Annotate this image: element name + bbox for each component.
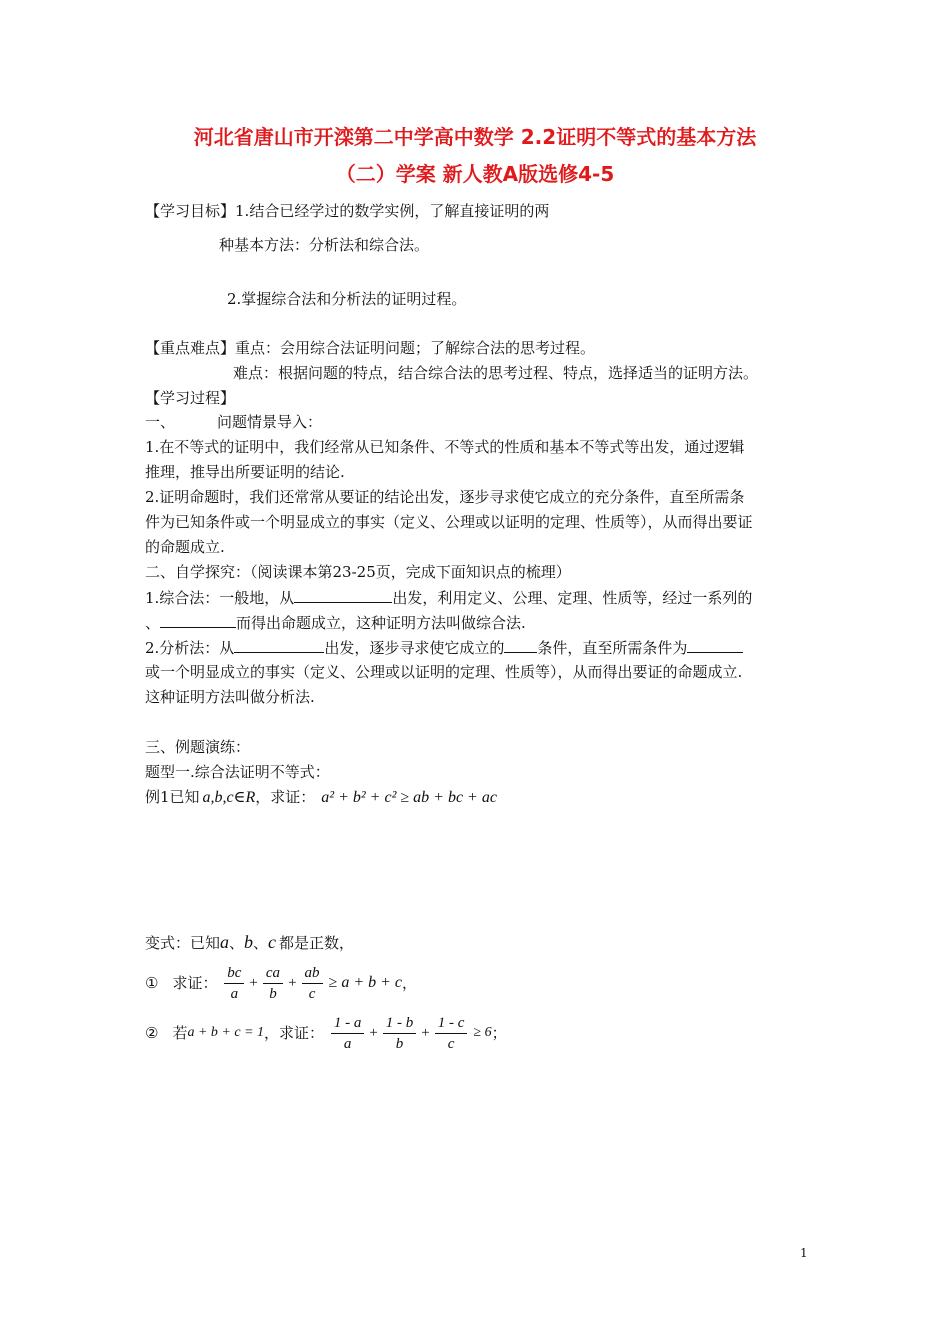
fill-blank-3[interactable] [234,637,324,653]
p2-line-c: 的命题成立. [145,538,225,556]
ex1-prefix: 例1已知 [145,788,200,806]
q1-num: ① [145,974,159,992]
q2-plus-2: + [421,1025,430,1041]
goals-item2: 2.掌握综合法和分析法的证明过程。 [227,290,467,308]
fill-blank-1[interactable] [294,587,392,603]
q1-frac-1-den: a [224,983,244,1004]
variant-prefix: 变式：已知 [145,934,221,952]
q2-label: ，求证： [264,1024,325,1042]
goals-item1a: 1.结合已经学过的数学实例，了解直接证明的两 [235,202,550,220]
q2-frac-3 [435,1013,468,1054]
zonghe-a2: 出发，利用定义、公理、定理、性质等，经过一系列的 [392,589,753,607]
sec1-title: 问题情景导入： [217,413,323,431]
q1-rhs: ≥ a + b + c [328,974,403,991]
fenxi-a3: 条件，直至所需条件为 [537,639,688,657]
zonghe-a1: 1.综合法：一般地，从 [145,589,295,607]
q2-num: ② [145,1024,159,1042]
fill-blank-2[interactable] [160,612,236,628]
type1-heading: 题型一.综合法证明不等式： [145,763,330,781]
q2-frac-2 [383,1013,417,1054]
var-sep-2: 、 [253,934,269,952]
zonghe-b2: 而得出命题成立，这种证明方法叫做综合法. [236,614,526,632]
q1-frac-3-num: ab [304,964,320,981]
sec1-num: 一、 [145,413,176,431]
sec3-heading: 三、例题演练： [145,738,251,756]
q1-frac-3 [302,963,323,1004]
goals-item1b: 种基本方法：分析法和综合法。 [219,236,430,254]
fenxi-a2: 出发，逐步寻求使它成立的 [324,639,505,657]
goals-line1 [145,201,549,221]
key-zhongdian: 重点：会用综合法证明问题；了解综合法的思考过程。 [235,339,596,357]
fenxi-a1: 2.分析法：从 [145,639,235,657]
fill-blank-4[interactable] [504,637,537,653]
q1-plus-2: + [288,975,297,991]
doc-title-line1: 河北省唐山市开滦第二中学高中数学 2.2证明不等式的基本方法 [193,125,757,149]
ex1-formula: a² + b² + c² ≥ ab + bc + ac [321,789,497,806]
question-1 [145,960,417,1005]
variant-intro [145,932,354,953]
fenxi-line-b: 或一个明显成立的事实（定义、公理或以证明的定理、性质等），从而得出要证的命题成立. [145,663,743,681]
p1-line-b: 推理，推导出所要证明的结论. [145,463,345,481]
p2-line-b: 件为已知条件或一个明显成立的事实（定义、公理或以证明的定理、性质等），从而得出要证 [145,513,753,531]
var-b: b [244,932,254,952]
p2-line-a: 2.证明命题时，我们还常常从要证的结论出发，逐步寻求使它成立的充分条件，直至所需条 [145,488,745,506]
zonghe-b1: 、 [145,614,161,632]
variant-suffix: 都是正数， [279,934,355,952]
var-sep-1: 、 [229,934,245,952]
p1-line-a: 1.在不等式的证明中，我们经常从已知条件、不等式的性质和基本不等式等出发，通过逻辑 [145,438,745,456]
key-label: 【重点难点】 [145,339,236,357]
var-a: a [220,932,230,952]
q1-frac-2-den: b [263,983,283,1004]
var-c: c [268,932,277,952]
fill-blank-5[interactable] [687,637,743,653]
q2-end: ； [491,1024,507,1042]
q1-frac-3-den: c [302,983,323,1004]
q2-frac-3-den: c [435,1033,468,1054]
goals-label: 【学习目标】 [145,202,236,220]
q1-end: ， [402,974,418,992]
key-line1 [145,338,595,358]
key-nandian: 难点：根据问题的特点，结合综合法的思考过程、特点，选择适当的证明方法。 [233,364,759,382]
q2-rhs: ≥ 6 [473,1025,492,1040]
sec2-heading: 二、自学探究：（阅读课本第23-25页，完成下面知识点的梳理） [145,563,571,581]
fenxi-line-a [145,637,743,658]
ex1-qiuzheng: ，求证： [255,788,316,806]
q2-frac-1 [331,1013,365,1054]
sec1-heading [145,412,322,432]
doc-title-line2: （二）学案 新人教A版选修4-5 [335,162,615,186]
zonghe-line-a [145,587,752,608]
q1-frac-2-num: ca [265,964,281,981]
q2-condition: a + b + c = 1 [187,1025,265,1040]
process-label: 【学习过程】 [145,389,236,407]
q2-if: 若 [172,1024,188,1042]
q1-label: 求证： [172,974,218,992]
q1-frac-2 [263,963,283,1004]
example1 [145,787,497,808]
q2-plus-1: + [369,1025,378,1041]
question-2 [145,1010,507,1055]
q1-frac-1 [224,963,244,1004]
q2-frac-2-den: b [383,1033,417,1054]
q1-plus-1: + [249,975,258,991]
zonghe-line-b [145,612,526,633]
ex1-vars: a,b,c∈R [202,789,256,806]
q2-frac-1-num: 1 - a [333,1014,362,1031]
fenxi-line-c: 这种证明方法叫做分析法. [145,688,315,706]
q2-frac-1-den: a [331,1033,365,1054]
q2-frac-2-num: 1 - b [385,1014,414,1031]
q2-frac-3-num: 1 - c [437,1014,465,1031]
q1-frac-1-num: bc [227,964,242,981]
page-number: 1 [800,1246,808,1260]
